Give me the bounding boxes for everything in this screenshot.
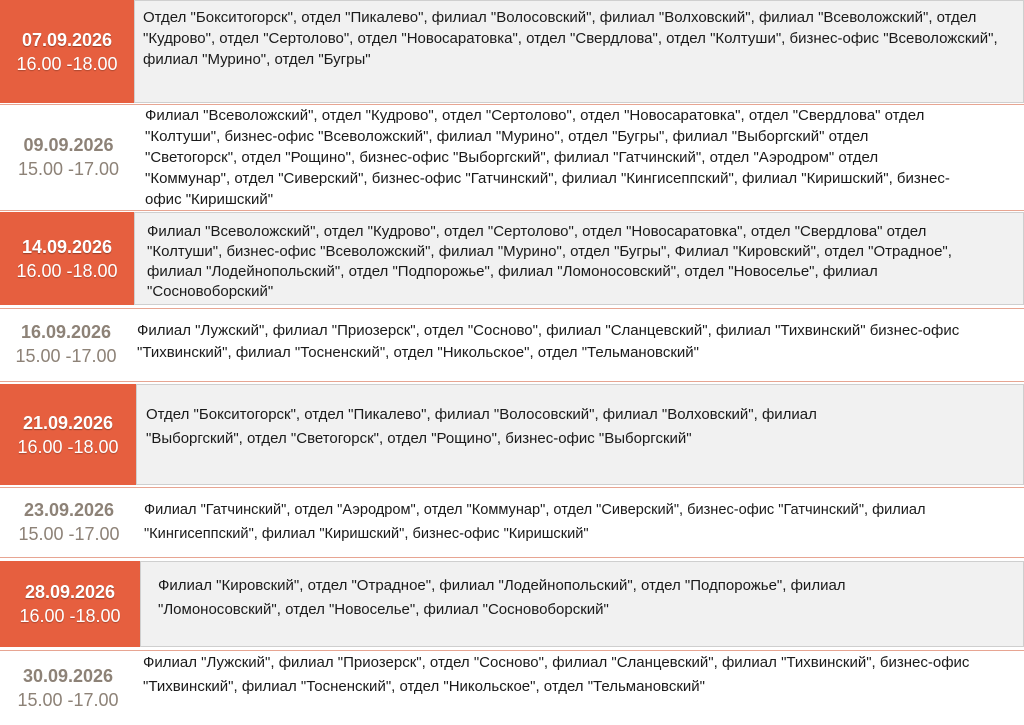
time-label: 15.00 -17.00 xyxy=(18,524,120,544)
date-cell xyxy=(0,561,140,647)
branch-list: Филиал "Кировский", отдел "Отрадное", филиал "Лодейнопольский", отдел "Подпорожье", филиал "Ломоносовский", отдел "Новоселье", филиал "Сосновоборский" xyxy=(140,561,1024,647)
branch-list: Филиал "Всеволожский", отдел "Кудрово", отдел "Сертолово", отдел "Новосаратовка", отдел "Свердлова" отдел "Колтуши", бизнес-офис "Всеволожский", филиал "Мурино", отдел "Бугры", филиал "Выборгский" отдел "Светогорск", отдел "Рощино", бизнес-офис "Выборгский", филиал "Гатчинский", отдел "Аэродром" отдел "Коммунар", отдел "Сиверский", бизнес-офис "Гатчинский", филиал "Кингисеппский", филиал "Киришский", бизнес-офис "Киришский" xyxy=(145,107,950,208)
date-cell xyxy=(0,489,138,555)
time-label: 15.00 -17.00 xyxy=(17,159,120,179)
date-cell xyxy=(0,212,134,305)
row-divider xyxy=(0,308,1024,309)
time-label: 16.00 -18.00 xyxy=(16,260,118,281)
date-label: 14.09.2026 xyxy=(21,236,113,257)
schedule-row xyxy=(0,489,1024,555)
date-label: 16.09.2026 xyxy=(20,322,112,342)
branch-list: Отдел "Бокситогорск", отдел "Пикалево", филиал "Волосовский", филиал "Волховский", филиал "Выборгский", отдел "Светогорск", отдел "Рощино", бизнес-офис "Выборгский" xyxy=(136,384,1024,485)
date-label: 07.09.2026 xyxy=(21,29,113,50)
schedule-row xyxy=(0,212,1024,305)
date-label: 28.09.2026 xyxy=(24,582,116,602)
time-label: 16.00 -18.00 xyxy=(17,436,119,457)
branch-list: Филиал "Гатчинский", отдел "Аэродром", отдел "Коммунар", отдел "Сиверский", бизнес-офис "Гатчинский", филиал "Кингисеппский", филиал "Киришский", бизнес-офис "Киришский" xyxy=(144,502,926,542)
date-label: 23.09.2026 xyxy=(23,500,115,520)
date-cell xyxy=(0,384,136,485)
time-label: 15.00 -17.00 xyxy=(17,690,119,710)
row-divider xyxy=(0,487,1024,488)
date-label: 09.09.2026 xyxy=(23,135,114,155)
branch-list: Филиал "Лужский", филиал "Приозерск", отдел "Сосново", филиал "Сланцевский", филиал "Тихвинский", бизнес-офис "Тихвинский", филиал "Тосненский", отдел "Никольское", отдел "Тельмановский" xyxy=(143,654,970,695)
date-cell xyxy=(0,0,134,103)
row-divider xyxy=(0,381,1024,382)
time-label: 15.00 -17.00 xyxy=(15,346,117,366)
branch-list: Филиал "Лужский", филиал "Приозерск", отдел "Сосново", филиал "Сланцевский", филиал "Тихвинский" бизнес-офис "Тихвинский", филиал "Тосненский", отдел "Никольское", отдел "Тельмановский" xyxy=(137,322,960,361)
time-label: 16.00 -18.00 xyxy=(16,53,118,74)
row-divider xyxy=(0,210,1024,211)
date-cell xyxy=(0,310,132,378)
date-label: 30.09.2026 xyxy=(22,666,114,686)
date-cell xyxy=(0,105,137,209)
schedule-row xyxy=(0,384,1024,485)
schedule-row xyxy=(0,0,1024,103)
row-divider xyxy=(0,557,1024,558)
date-label: 21.09.2026 xyxy=(22,412,114,433)
schedule-row xyxy=(0,651,1024,725)
date-cell xyxy=(0,651,136,725)
branch-list: Отдел "Бокситогорск", отдел "Пикалево", филиал "Волосовский", филиал "Волховский", филиал "Всеволожский", отдел "Кудрово", отдел "Сертолово", отдел "Новосаратовка", отдел "Свердлова", отдел "Колтуши", бизнес-офис "Всеволожский", филиал "Мурино", отдел "Бугры" xyxy=(134,0,1024,103)
time-label: 16.00 -18.00 xyxy=(19,606,121,626)
branch-list: Филиал "Всеволожский", отдел "Кудрово", отдел "Сертолово", отдел "Новосаратовка", отдел "Свердлова" отдел "Колтуши", бизнес-офис "Всеволожский", филиал "Мурино", отдел "Бугры", Филиал "Кировский", отдел "Отрадное", филиал "Лодейнопольский", отдел "Подпорожье", филиал "Ломоносовский", отдел "Новоселье", филиал "Сосновоборский" xyxy=(134,212,1024,305)
schedule-row xyxy=(0,561,1024,647)
schedule-row xyxy=(0,105,1024,209)
schedule-row xyxy=(0,310,1024,378)
